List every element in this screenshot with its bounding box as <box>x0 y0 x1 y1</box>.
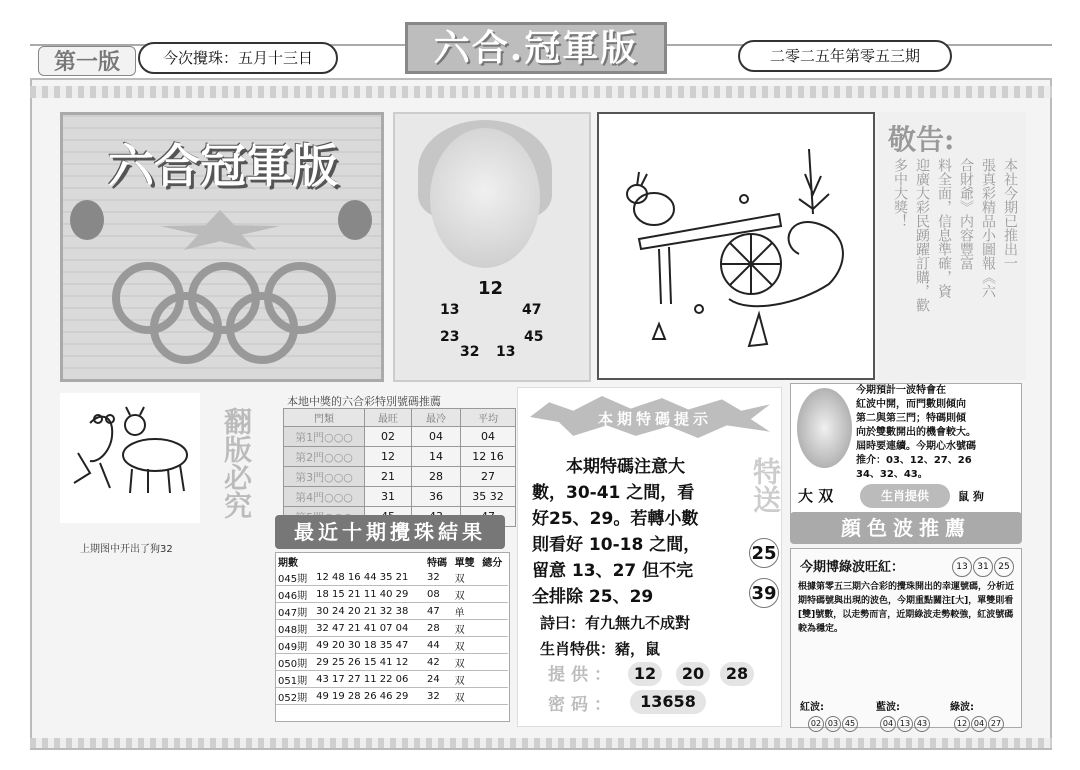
wave-analysis-text: 根據第零五三期六合彩的攪珠開出的幸運號碼，分析近期特碼號與出現的波色，今期重點關注[大]，單雙則看[雙]號數，以走勢而言，近期綠波走勢較強，紅波號碼較為穩定。 <box>798 582 1015 634</box>
zodiac-line: 生肖特供：豬，鼠 <box>540 640 661 658</box>
bottom-pattern-border <box>30 738 1052 748</box>
provide-number: 20 <box>676 662 710 686</box>
ball: 03 <box>825 716 841 732</box>
forecast-line: 推介：03、12、27、26 <box>856 455 972 466</box>
column-header <box>314 553 425 569</box>
odd-even-cell: 双 <box>453 620 481 637</box>
provide-number: 12 <box>628 662 662 686</box>
forecast-line: 向於雙數開出的機會較大。 <box>856 427 976 438</box>
issue-cell: 049期 <box>276 637 314 654</box>
issue-cell: 046期 <box>276 586 314 603</box>
logo-title: 六合冠軍版 <box>108 139 338 193</box>
table-row <box>276 569 508 586</box>
table-cell: 35 32 <box>461 487 516 507</box>
column-header: 單雙 <box>454 557 475 569</box>
issue-cell: 051期 <box>276 671 314 688</box>
blue-wave-balls <box>880 711 931 732</box>
row-label: 第1門○○○ <box>284 427 365 447</box>
portrait-photo <box>430 128 540 268</box>
issue-cell: 048期 <box>276 620 314 637</box>
zodiac-label: 生肖提供 <box>860 484 950 508</box>
odd-even-cell: 双 <box>453 671 481 688</box>
issue-cell: 045期 <box>276 569 314 586</box>
odd-even-cell: 双 <box>453 569 481 586</box>
tip-line: 好25、29。若轉小數 <box>532 509 699 529</box>
ball: 04 <box>971 716 987 732</box>
table-cell: 27 <box>461 467 516 487</box>
column-header: 期數 <box>278 557 298 569</box>
tip-text <box>532 454 747 662</box>
table-row <box>276 688 508 705</box>
photo-number: 32 <box>460 344 480 360</box>
odd-even-cell: 单 <box>453 603 481 620</box>
ball: 13 <box>952 557 972 577</box>
notice-column: 本社今期已推出一 <box>1002 158 1018 270</box>
green-wave-label: 綠波: <box>950 702 974 713</box>
column-header: 門類 <box>284 409 365 427</box>
forecast-text <box>856 384 1020 482</box>
notice-column: 合財爺》内容豐富 <box>958 158 974 270</box>
numbers-cell: 43 17 27 11 22 06 <box>314 671 425 688</box>
blue-wave-label: 藍波: <box>876 702 900 713</box>
special-number-ball: 25 <box>749 538 779 568</box>
ball: 25 <box>994 557 1014 577</box>
odd-even-cell: 双 <box>453 688 481 705</box>
ball: 43 <box>914 716 930 732</box>
rabbit-seesaw-illustration <box>599 114 873 378</box>
edition-label: 第一版 <box>38 46 136 76</box>
ball: 13 <box>897 716 913 732</box>
special-cell: 24 <box>425 671 453 688</box>
special-cell: 08 <box>425 586 453 603</box>
column-header: 特碼 <box>427 557 448 569</box>
table-cell: 31 <box>365 487 412 507</box>
ball: 04 <box>880 716 896 732</box>
poem-line: 詩曰：有九無九不成對 <box>540 614 691 632</box>
odd-even-cell: 双 <box>453 637 481 654</box>
table-row <box>276 603 508 620</box>
numbers-cell: 29 25 26 15 41 12 <box>314 654 425 671</box>
ball: 45 <box>842 716 858 732</box>
masthead-title: 六合.冠軍版 <box>405 22 667 74</box>
numbers-cell: 32 47 21 41 07 04 <box>314 620 425 637</box>
column-header: 最冷 <box>412 409 461 427</box>
table-row <box>276 654 508 671</box>
ball: 12 <box>954 716 970 732</box>
code-value: 13658 <box>630 690 706 714</box>
table-row <box>284 447 516 467</box>
photo-number: 13 <box>440 302 460 318</box>
odd-even-cell: 双 <box>453 586 481 603</box>
special-send-label: 特送 <box>749 457 782 513</box>
notice-title: 敬告: <box>888 123 955 156</box>
tip-line: 數，30-41 之間，看 <box>532 483 695 503</box>
special-cell: 42 <box>425 654 453 671</box>
table-row <box>284 427 516 447</box>
table-row <box>276 671 508 688</box>
issue-number: 二零二五年第零五三期 <box>738 40 952 72</box>
photo-number: 45 <box>524 329 544 345</box>
issue-cell: 052期 <box>276 688 314 705</box>
tip-line: 全排除 25、29 <box>532 587 654 607</box>
forecast-line: 屆時要連續。今期心水號碼 <box>856 441 976 452</box>
issue-cell: 047期 <box>276 603 314 620</box>
table-row <box>284 487 516 507</box>
photo-number: 47 <box>522 302 542 318</box>
forecast-line: 紅波中開，而門數則傾向 <box>856 399 966 410</box>
pick-table <box>283 408 516 527</box>
table-row <box>284 467 516 487</box>
anti-piracy-label: 翻版必究 <box>220 407 253 519</box>
table-cell: 02 <box>365 427 412 447</box>
previous-result-note: 上期图中开出了狗32 <box>80 544 173 555</box>
lantern-icon <box>338 200 372 240</box>
wave-balls <box>952 554 1015 577</box>
table-row <box>276 637 508 654</box>
table-cell: 12 16 <box>461 447 516 467</box>
tip-line: 則看好 10-18 之間， <box>532 535 701 555</box>
forecast-line: 34、32、43。 <box>856 469 928 480</box>
wave-title: 今期博綠波旺紅： <box>800 560 905 575</box>
numbers-cell: 18 15 21 11 40 29 <box>314 586 425 603</box>
column-header: 最旺 <box>365 409 412 427</box>
recent-results-panel <box>275 552 510 722</box>
cow-panel <box>60 393 200 523</box>
color-wave-banner: 顔色波推薦 <box>790 512 1022 544</box>
cartoon-panel <box>597 112 875 380</box>
lottery-ball-image <box>797 388 852 468</box>
special-cell: 32 <box>425 569 453 586</box>
code-label: 密码： <box>548 695 617 715</box>
olympic-ring-icon <box>150 292 222 364</box>
provide-label: 提供： <box>548 665 617 685</box>
special-cell: 47 <box>425 603 453 620</box>
forecast-line: 今期預計一波特會在 <box>856 385 946 396</box>
table-cell: 14 <box>412 447 461 467</box>
lantern-icon <box>70 200 104 240</box>
column-header: 總分 <box>482 557 503 569</box>
special-number-ball: 39 <box>749 578 779 608</box>
table-cell: 21 <box>365 467 412 487</box>
green-wave-balls <box>954 711 1005 732</box>
notice-body <box>886 158 1020 373</box>
table-cell: 04 <box>461 427 516 447</box>
ball: 02 <box>808 716 824 732</box>
row-label: 第3門○○○ <box>284 467 365 487</box>
row-label: 第4門○○○ <box>284 487 365 507</box>
numbers-cell: 12 48 16 44 35 21 <box>314 569 425 586</box>
big-even-label: 大 双 <box>798 487 834 505</box>
draw-date: 今次攪珠：五月十三日 <box>138 42 338 74</box>
tip-burst-text: 本期特碼提示 <box>597 410 712 428</box>
table-row <box>276 620 508 637</box>
table-cell: 28 <box>412 467 461 487</box>
notice-column: 迎廣大彩民踴躍訂購，歡 <box>914 158 930 312</box>
tip-line: 本期特碼注意大 <box>566 457 685 477</box>
column-header: 平均 <box>461 409 516 427</box>
numbers-cell: 49 19 28 26 46 29 <box>314 688 425 705</box>
recent-results-banner: 最近十期攪珠結果 <box>275 515 505 549</box>
odd-even-cell: 双 <box>453 654 481 671</box>
photo-number: 23 <box>440 329 460 345</box>
ball: 27 <box>988 716 1004 732</box>
cow-illustration <box>60 393 200 523</box>
row-label: 第2門○○○ <box>284 447 365 467</box>
photo-number: 13 <box>496 344 516 360</box>
numbers-cell: 49 20 30 18 35 47 <box>314 637 425 654</box>
notice-column: 多中大獎！ <box>892 158 908 228</box>
issue-cell: 050期 <box>276 654 314 671</box>
forecast-line: 第二與第三門；特碼則傾 <box>856 413 966 424</box>
red-wave-label: 紅波: <box>800 702 824 713</box>
red-wave-balls <box>808 711 859 732</box>
notice-column: 料全面，信息準確，資 <box>936 158 952 298</box>
pick-table-title: 本地中獎的六合彩特別號碼推薦 <box>287 395 441 408</box>
special-cell: 44 <box>425 637 453 654</box>
table-row <box>276 586 508 603</box>
top-pattern-border <box>30 86 1052 98</box>
tip-line: 留意 13、27 但不完 <box>532 561 694 581</box>
special-cell: 32 <box>425 688 453 705</box>
notice-column: 張真彩精品小圖報《六 <box>980 158 996 298</box>
provide-number: 28 <box>720 662 754 686</box>
table-cell: 36 <box>412 487 461 507</box>
numbers-cell: 30 24 20 21 32 38 <box>314 603 425 620</box>
zodiac-value: 鼠 狗 <box>958 490 984 503</box>
table-cell: 04 <box>412 427 461 447</box>
photo-number: 12 <box>478 278 504 299</box>
ball: 31 <box>973 557 993 577</box>
table-cell: 12 <box>365 447 412 467</box>
olympic-ring-icon <box>226 292 298 364</box>
special-cell: 28 <box>425 620 453 637</box>
